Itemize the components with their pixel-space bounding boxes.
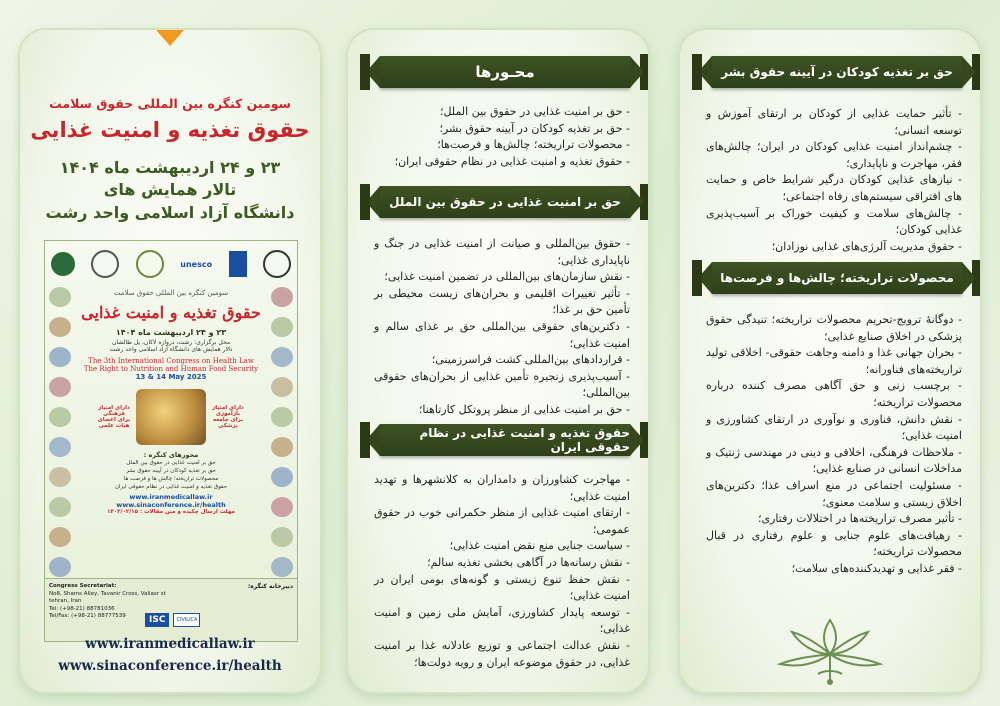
poster-venue-1: محل برگزاری: رشت، دروازه لاکان، پل طالشان [111,339,231,346]
topics-panel [680,30,980,692]
poster-deadline: مهلت ارسال چکیده و متن مقالات : ۱۴۰۳/۰۲/۱۵ [107,509,235,515]
list-item: - مهاجرت کشاورزان و دامداران به کلانشهرها و تهدید امنیت غذایی؛ [374,473,630,503]
seal-icon [136,250,164,278]
grain-sack-image [136,389,206,445]
list-item: - برچسب زنی و حق آگاهی مصرف کننده درباره محصولات تراریخته؛ [706,379,962,409]
iran-list [374,472,630,671]
seal-icon [263,250,291,278]
poster-axis-item: محصولات تراریخته؛ چالش ها و فرصت ها [123,476,219,482]
list-item: - دوگانهٔ ترویج-تحریم محصولات تراریخته؛ تنیدگی حقوق پزشکی در اخلاق صنایع غذایی؛ [706,313,962,343]
poster-venue-2: تالار همایش های دانشگاه آزاد اسلامی واحد رشت [109,346,233,353]
poster-date: ۲۳ و ۲۴ اردیبهشت ماه ۱۴۰۴ [115,328,227,337]
list-item: - تأثیر حمایت غذایی از کودکان بر ارتقای آموزش و توسعه انسانی؛ [706,107,962,137]
venue-line: تالار همایش های [103,180,237,199]
list-item: - چالش‌های سلامت و کیفیت خوراک بر آسیب‌پذیری غذایی کودکان؛ [706,206,962,237]
civilica-logo: CIVILICA [173,613,200,627]
poster-axis-item: حق بر تغذیه کودکان در آیینه حقوق بشر [126,468,216,474]
list-item: - دکترین‌های حقوقی بین‌المللی حق بر غذای سالم و امنیت غذایی؛ [374,319,630,350]
section-header-label: محصولات تراریخته؛ چالش‌ها و فرصت‌ها [720,271,954,285]
poster-center [75,287,267,577]
badge-cultural: دارای امتیاز فرهنگی برای اعضای هیات علمی [97,405,131,429]
list-item: - نیازهای غذایی کودکان درگیر شرایط خاص و حمایت های افتراقی سیستم‌های رفاه اجتماعی؛ [706,173,962,203]
list-item: - حق بر امنیت غذایی در حقوق بین الملل؛ [439,105,630,118]
website-url-2[interactable]: www.sinaconference.ir/health [58,658,282,674]
poster-title-small: سومین کنگره بین المللی حقوق سلامت [113,289,229,297]
website-url-1[interactable]: www.iranmedicallaw.ir [85,636,255,652]
poster-en-1: The 3th International Congress on Health Law [88,357,254,365]
gmo-list [706,312,962,578]
ornament-icon [770,614,890,686]
poster-axes-title: محورهای کنگره : [143,451,199,459]
orange-notch-icon [156,30,184,46]
list-item: - تأثیر تغییرات اقلیمی و بحران‌های زیست محیطی بر تأمین حق بر غذا؛ [374,286,630,317]
intl-list [374,236,630,419]
congress-poster [44,240,298,642]
section-header-label: حقوق تغذیه و امنیت غذایی در نظام حقوقی ایران [419,426,630,454]
axes-list [374,104,630,170]
poster-en-date: 13 & 14 May 2025 [135,373,207,381]
list-item: - حقوق تغذیه و امنیت غذایی در نظام حقوقی ایران؛ [394,154,630,168]
list-item: - نقش رسانه‌ها در آگاهی بخشی تغذیه سالم؛ [427,555,630,569]
children-list [706,106,962,255]
section-header-iran [380,424,630,456]
section-header-gmo [712,262,962,294]
secretariat-title: Congress Secretariat: [49,583,117,589]
list-item: - فقر غذایی و تهدیدکننده‌های سلامت؛ [791,561,962,575]
list-item: - حقوق بین‌المللی و صیانت از امنیت غذایی در جنگ و ناپایداری غذایی؛ [374,237,630,267]
list-item: - تأثیر مصرف تراریخته‌ها در اختلالات رفتاری؛ [758,512,962,526]
isc-logo: ISC [145,613,169,627]
seal-icon [91,250,119,278]
axes-panel [348,30,648,692]
congress-line: سومین کنگره بین المللی حقوق سلامت [49,96,291,111]
university-line: دانشگاه آزاد اسلامی واحد رشت [45,203,295,222]
poster-axis-item: حقوق تغذیه و امنیت غذایی در نظام حقوقی ایران [114,484,228,490]
secretariat-tel: Tel: (+98-21) 88781036 [49,605,115,612]
poster-en-2: The Right to Nutrition and Human Food Security [83,365,259,373]
logo-row [51,247,291,281]
fa-secretariat-title: دبیرخانه کنگره: [247,583,293,590]
list-item: - حق بر امنیت غذایی از منظر پروتکل کارتاهنا؛ [418,402,630,416]
secretariat-fax: Tel/Fax: (+98-21) 88777539 [49,613,126,619]
list-item: - قراردادهای بین‌المللی کشت فراسرزمینی؛ [431,353,630,367]
list-item: - بحران جهانی غذا و دامنه وجاهت حقوقی- اخلاقی تولید تراریخته‌های فناورانه؛ [706,346,962,376]
list-item: - حق بر تغذیه کودکان در آیینه حقوق بشر؛ [439,121,630,135]
list-item: - مسئولیت اجتماعی در منع اسراف غذا؛ دکترین‌های اخلاق زیستی و سلامت معنوی؛ [706,478,962,509]
list-item: - توسعه پایدار کشاورزی، آمایش ملی زمین و امنیت غذایی؛ [374,605,630,636]
emblem-icon [51,252,75,276]
list-item: - نقش دانش، فناوری و نوآوری در ارتقای کشاورزی و امنیت غذایی؛ [706,412,962,443]
logo-column-right [271,287,293,577]
section-header-label: محـورها [475,63,535,81]
section-header-axes [380,56,630,88]
list-item: - ملاحظات فرهنگی، اخلاقی و دینی در مهندسی ژنتیک و مداخلات انسانی در صنایع غذایی؛ [706,445,962,476]
university-logo [229,251,247,277]
poster-site-1: www.iranmedicallaw.ir [129,493,213,501]
list-item: - آسیب‌پذیری زنجیره تأمین غذایی از بحران‌های حقوقی بین‌المللی؛ [374,369,630,400]
section-header-label: حق بر تغذیه کودکان در آیینه حقوق بشر [721,65,953,79]
badge-retraining: دارای امتیاز بازآموزی برای جامعه پزشکی [212,405,244,429]
congress-date: ۲۳ و ۲۴ اردیبهشت ماه ۱۴۰۴ [59,158,281,177]
congress-title: حقوق تغذیه و امنیت غذایی [30,118,310,142]
poster-image-row [96,387,246,447]
poster-title-big: حقوق تغذیه و امنیت غذایی [81,303,261,322]
section-header-intl [380,186,630,218]
cover-panel [20,30,320,692]
poster-site-2: www.sinaconference.ir/health [116,501,226,509]
poster-axis-item: حق بر امنیت غذایی در حقوق بین الملل [126,460,216,466]
list-item: - سیاست جنایی منع نقض امنیت غذایی؛ [449,539,630,553]
list-item: - حقوق مدیریت آلرژی‌های غذایی نوزادان؛ [771,239,962,253]
section-header-children [712,56,962,88]
poster-footer [45,578,297,641]
logo-column-left [49,287,71,577]
list-item: - نقش سازمان‌های بین‌المللی در تضمین امنیت غذایی؛ [384,270,630,284]
list-item: - ارتقای امنیت غذایی از منظر حکمرانی خوب در حقوق عمومی؛ [374,506,630,536]
section-header-label: حق بر امنیت غذایی در حقوق بین الملل [389,195,621,209]
unesco-logo: unesco [180,259,213,269]
poster-axes [75,459,267,491]
list-item: - محصولات تراریخته؛ چالش‌ها و فرصت‌ها؛ [437,138,630,152]
list-item: - رهیافت‌های علوم جنایی و علوم رفتاری در قبال محصولات تراریخته؛ [706,528,962,559]
list-item: - نقش عدالت اجتماعی و توزیع عادلانه غذا بر امنیت غذایی، در حقوق موضوعه ایران و رویه دولت‌ها؛ [374,638,630,669]
secretariat-address: No8, Shams Alley, Tavanir Cross, Valiasr st tehran, Iran [49,590,166,604]
list-item: - چشم‌انداز امنیت غذایی کودکان در ایران؛ چالش‌های فقر، مهاجرت و ناپایداری؛ [706,140,962,170]
list-item: - نقش حفظ تنوع زیستی و گونه‌های بومی ایران در امنیت غذایی؛ [374,572,630,603]
